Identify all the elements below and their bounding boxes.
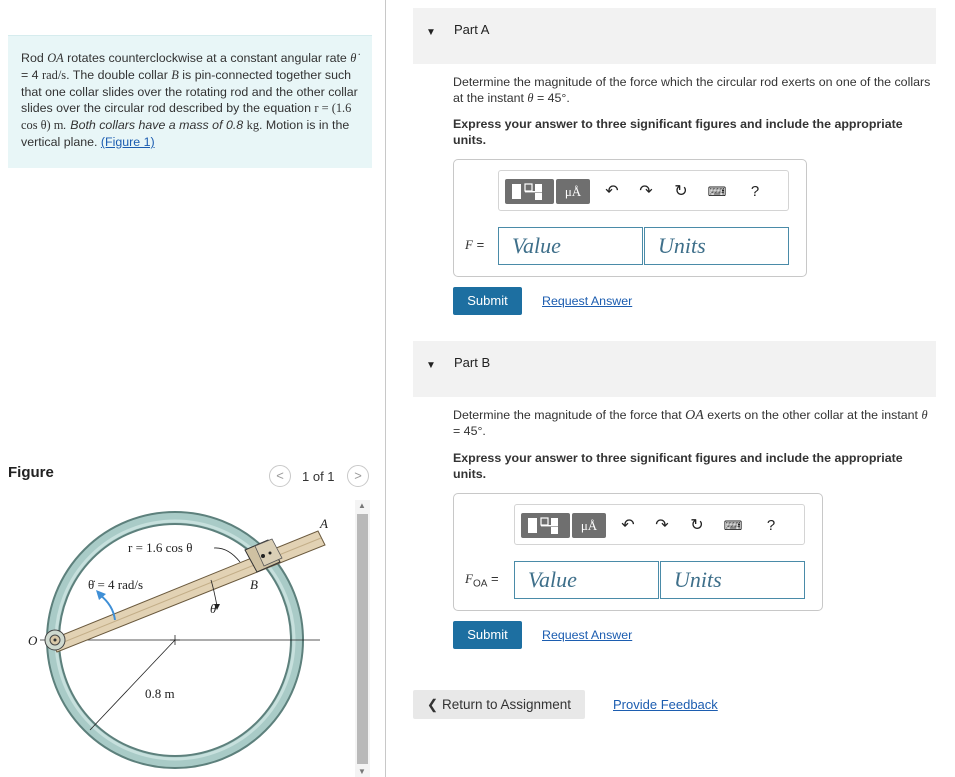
part-b-header[interactable] <box>413 341 936 397</box>
collar-symbol: B <box>171 67 179 82</box>
part-a-request-answer-link[interactable]: Request Answer <box>542 294 633 308</box>
part-a-submit-button[interactable]: Submit <box>453 287 522 315</box>
theta-symbol: θ <box>921 408 928 422</box>
part-a-toolbar <box>498 170 789 211</box>
fig-label-theta: θ <box>210 601 217 616</box>
variable-subscript: OA <box>472 578 488 590</box>
collar-pin-b <box>261 554 265 558</box>
templates-icon[interactable] <box>521 513 570 538</box>
collapse-caret-icon[interactable]: ▼ <box>426 27 436 38</box>
problem-statement <box>8 35 372 168</box>
figure-heading: Figure <box>8 464 54 481</box>
fig-label-a: A <box>320 516 328 531</box>
circle-equation: r = (1.6 cos θ) m <box>21 101 352 133</box>
part-b-instruction: Express your answer to three significant figures and include the appropriate units. <box>453 451 903 481</box>
undo-icon[interactable]: ↶ <box>605 183 619 200</box>
theta-symbol: θ <box>527 90 534 105</box>
question-text: exerts on the other collar at the instant <box>703 408 922 422</box>
part-a-units-input[interactable]: Units <box>644 227 789 265</box>
undo-icon[interactable]: ↶ <box>621 517 635 534</box>
question-text: Determine the magnitude of the force that <box>453 408 686 422</box>
figure-diagram <box>0 500 352 777</box>
part-a-title: Part A <box>454 22 490 37</box>
radius-line <box>90 640 175 730</box>
collapse-caret-icon[interactable]: ▼ <box>426 360 436 371</box>
help-icon[interactable]: ? <box>750 183 760 200</box>
scroll-up-icon[interactable]: ▲ <box>358 501 366 510</box>
units-icon[interactable]: μÅ <box>556 179 590 204</box>
question-text: = 45°. <box>453 423 486 438</box>
question-text: Determine the magnitude of the force which the circular rod exerts on one of the collars at the instant <box>453 75 931 105</box>
column-divider <box>385 0 386 777</box>
rate-unit: rad/s <box>42 67 67 82</box>
templates-icon[interactable] <box>505 179 554 204</box>
variable-symbol: F <box>465 237 473 252</box>
part-a-variable-label <box>465 237 484 253</box>
scrollbar-thumb[interactable] <box>357 514 368 764</box>
part-b-title: Part B <box>454 355 491 370</box>
part-b-submit-button[interactable]: Submit <box>453 621 522 649</box>
chevron-left-icon: ❮ <box>426 697 442 712</box>
chevron-left-icon: < <box>276 468 284 483</box>
keyboard-icon[interactable]: ⌨ <box>707 184 727 199</box>
return-to-assignment-button[interactable] <box>413 690 585 719</box>
part-b-value-input[interactable]: Value <box>514 561 659 599</box>
chevron-right-icon: > <box>354 468 362 483</box>
return-label: Return to Assignment <box>441 697 572 712</box>
rod-symbol: OA <box>685 408 704 423</box>
figure-prev-button[interactable] <box>269 465 291 487</box>
redo-icon[interactable]: ↷ <box>639 183 653 200</box>
part-b-question <box>453 408 933 439</box>
theta-dot-symbol: θ̇ <box>350 51 357 65</box>
mass-unit: kg <box>246 118 260 133</box>
problem-text: = 4 <box>21 67 43 82</box>
part-a-header[interactable] <box>413 8 936 64</box>
part-b-variable-label <box>465 571 499 590</box>
help-icon[interactable]: ? <box>766 517 776 534</box>
figure-next-button[interactable] <box>347 465 369 487</box>
rod-symbol: OA <box>47 51 64 65</box>
question-text: = 45°. <box>533 90 570 105</box>
part-b-units-input[interactable]: Units <box>660 561 805 599</box>
fig-label-o: O <box>28 633 38 648</box>
part-a-instruction: Express your answer to three significant figures and include the appropriate units. <box>453 117 903 147</box>
equals-sign: = <box>472 237 485 252</box>
part-b-answer-box <box>453 493 823 611</box>
redo-icon[interactable]: ↷ <box>655 517 669 534</box>
problem-text: . Motion is in the vertical plane. <box>21 118 350 149</box>
problem-text: . The double collar <box>66 67 172 82</box>
figure-scrollbar[interactable] <box>355 500 370 777</box>
problem-text: Rod <box>21 51 48 65</box>
part-b-toolbar <box>514 504 805 545</box>
scroll-down-icon[interactable]: ▼ <box>358 767 366 776</box>
fig-label-b: B <box>250 577 258 592</box>
units-icon[interactable]: μÅ <box>572 513 606 538</box>
variable-symbol: F <box>465 571 473 586</box>
figure-link[interactable]: (Figure 1) <box>100 134 155 149</box>
fig-label-radius: 0.8 m <box>145 686 175 701</box>
provide-feedback-link[interactable]: Provide Feedback <box>613 697 718 712</box>
fig-label-rate: θ̇ = 4 rad/s <box>88 577 144 592</box>
problem-text: rotates counterclockwise at a constant angular rate <box>63 51 351 65</box>
equals-sign: = <box>487 571 499 586</box>
part-a-question <box>453 75 933 106</box>
figure-pager: 1 of 1 <box>302 469 335 484</box>
keyboard-icon[interactable]: ⌨ <box>723 518 743 533</box>
part-a-answer-box <box>453 159 807 277</box>
problem-text: . Both collars have a mass of 0.8 <box>63 118 247 133</box>
problem-text: is pin-connected together such that one collar slides over the rotating rod and the other collar slides over the circular rod described by the equation <box>21 67 358 116</box>
part-a-value-input[interactable]: Value <box>498 227 643 265</box>
reset-icon[interactable]: ↻ <box>674 183 688 200</box>
part-b-request-answer-link[interactable]: Request Answer <box>542 628 633 642</box>
reset-icon[interactable]: ↻ <box>690 517 704 534</box>
fig-label-eq: r = 1.6 cos θ <box>128 540 193 555</box>
